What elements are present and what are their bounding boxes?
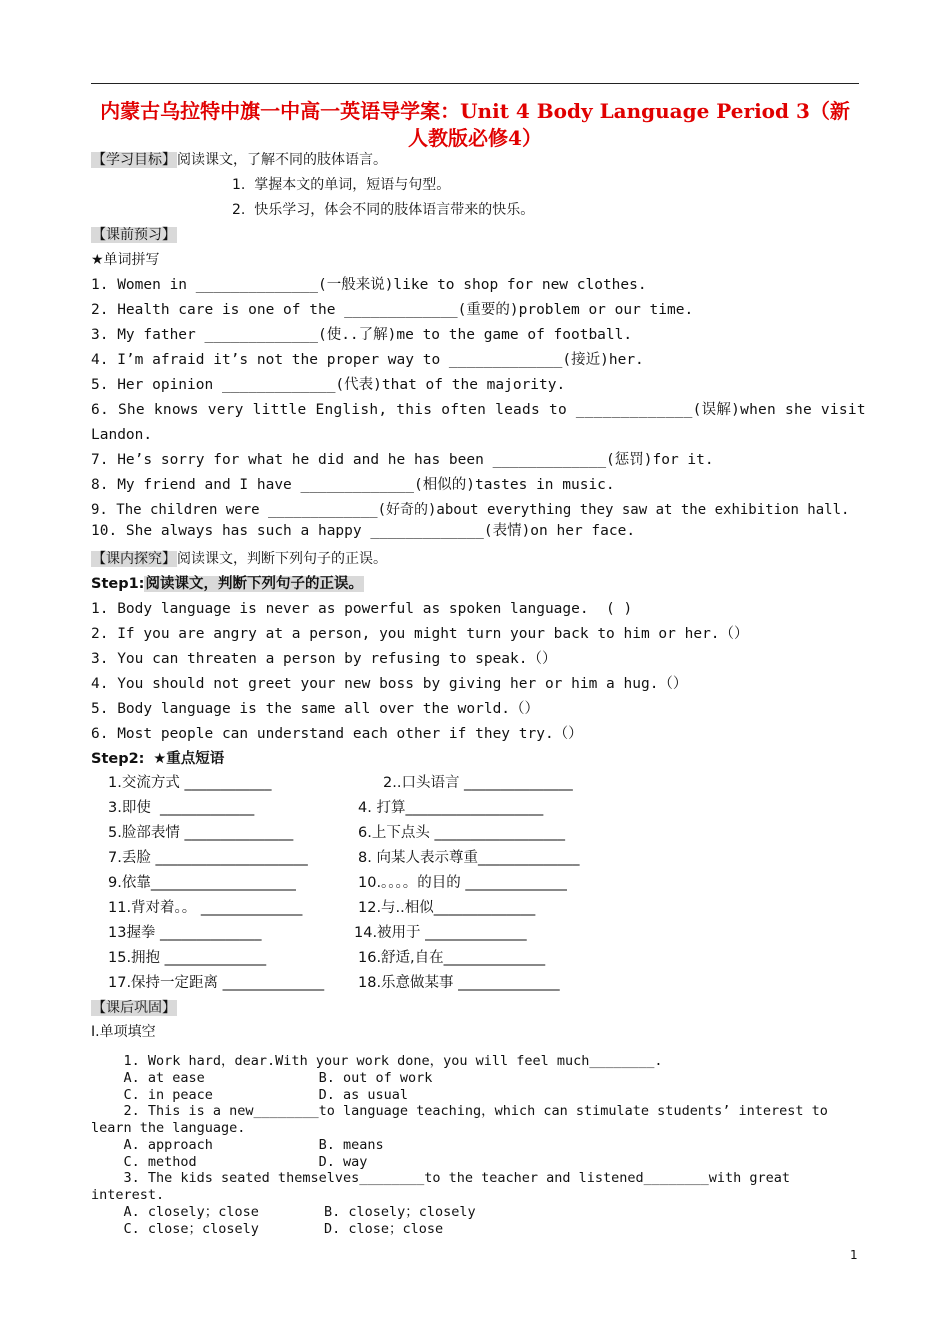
mc-line: A. closely；close B. closely；closely xyxy=(91,1204,476,1220)
preview-header-line xyxy=(91,225,177,245)
spelling-item: 8. My friend and I have _____________(相似的)tastes in music. xyxy=(91,477,615,493)
mc-line: C. in peace D. as usual xyxy=(91,1087,408,1103)
spelling-item: 7. He’s sorry for what he did and he has been _____________(惩罚)for it. xyxy=(91,452,714,468)
goal-item: 2. 快乐学习，体会不同的肢体语言带来的快乐。 xyxy=(232,202,535,218)
spelling-item: 9. The children were _____________(好奇的)about everything they saw at the exhibition hall. xyxy=(91,502,850,518)
title-line-2: 人教版必修4） xyxy=(408,126,542,150)
true-false-statement: 4. You should not greet your new boss by giving her or him a hug.（） xyxy=(91,676,688,692)
phrase-item: 17.保持一定距离 ______________ xyxy=(108,975,325,991)
review-section-title: Ⅰ.单项填空 xyxy=(91,1024,156,1040)
step1-label: Step1: xyxy=(91,576,145,592)
spelling-item: 2. Health care is one of the _____________(重要的)problem or our time. xyxy=(91,302,694,318)
phrase-item: 10.。。。。的目的 ______________ xyxy=(358,875,567,891)
spelling-item: 6. She knows very little English, this often leads to _____________(误解)when she visit xyxy=(91,402,866,418)
page-number: 1 xyxy=(850,1248,858,1262)
mc-line: C. close；closely D. close；close xyxy=(91,1221,444,1237)
step2-label: Step2: xyxy=(91,751,145,767)
phrase-item: 15.拥抱 ______________ xyxy=(108,950,267,966)
mc-line: interest. xyxy=(91,1187,165,1203)
review-header-line xyxy=(91,998,177,1018)
spelling-item: 5. Her opinion _____________(代表)that of the majority. xyxy=(91,377,566,393)
true-false-statement: 3. You can threaten a person by refusing to speak.（） xyxy=(91,651,557,667)
phrase-item: 2..口头语言 _______________ xyxy=(383,775,573,791)
explore-header-line xyxy=(91,549,387,569)
mc-line: 1. Work hard，dear.With your work done，you will feel much________. xyxy=(91,1053,663,1069)
mc-line: learn the language. xyxy=(91,1120,246,1136)
goal-item: 1. 掌握本文的单词，短语与句型。 xyxy=(232,177,451,193)
spelling-item: 10. She always has such a happy _____________(表情)on her face. xyxy=(91,523,636,539)
phrase-item: 8. 向某人表示尊重______________ xyxy=(358,850,580,866)
phrase-item: 9.依靠____________________ xyxy=(108,875,296,891)
phrase-item: 18.乐意做某事 ______________ xyxy=(358,975,560,991)
spelling-item: 3. My father _____________(使..了解)me to the game of football. xyxy=(91,327,633,343)
preview-header: 【课前预习】 xyxy=(92,227,176,243)
goals-intro: 阅读课文，了解不同的肢体语言。 xyxy=(177,152,387,168)
explore-header-text: 阅读课文，判断下列句子的正误。 xyxy=(177,551,387,567)
mc-line: 2. This is a new________to language teaching，which can stimulate students’ interest to xyxy=(91,1103,828,1119)
phrase-item: 16.舒适,自在______________ xyxy=(358,950,546,966)
explore-header: 【课内探究】 xyxy=(92,551,176,567)
document-title xyxy=(91,98,859,152)
step1-line xyxy=(91,574,364,594)
mc-line: 3. The kids seated themselves________to the teacher and listened________with great xyxy=(91,1170,790,1186)
phrase-item: 4. 打算___________________ xyxy=(358,800,544,816)
phrase-item: 1.交流方式 ____________ xyxy=(108,775,272,791)
true-false-statement: 5. Body language is the same all over the world.（） xyxy=(91,701,540,717)
phrase-item: 14.被用于 ______________ xyxy=(354,925,527,941)
step2-line xyxy=(91,749,224,769)
spelling-item: 1. Women in ______________(一般来说)like to shop for new clothes. xyxy=(91,277,647,293)
goals-header: 【学习目标】 xyxy=(92,152,176,168)
header-rule xyxy=(91,83,859,84)
phrase-item: 11.背对着。。 ______________ xyxy=(108,900,303,916)
goals-line xyxy=(91,150,387,170)
phrase-item: 12.与..相似______________ xyxy=(358,900,536,916)
mc-line: A. at ease B. out of work xyxy=(91,1070,433,1086)
phrase-item: 3.即使 _____________ xyxy=(108,800,255,816)
phrase-item: 7.丢脸 _____________________ xyxy=(108,850,308,866)
spelling-item: 4. I’m afraid it’s not the proper way to _____________(接近)her. xyxy=(91,352,644,368)
mc-line: A. approach B. means xyxy=(91,1137,384,1153)
title-line-1: 内蒙古乌拉特中旗一中高一英语导学案：Unit 4 Body Language Period 3（新 xyxy=(100,99,850,123)
step2-text: ★重点短语 xyxy=(153,751,225,767)
step1-text: 阅读课文，判断下列句子的正误。 xyxy=(145,576,363,592)
mc-line: C. method D. way xyxy=(91,1154,368,1170)
true-false-statement: 2. If you are angry at a person, you might turn your back to him or her.（） xyxy=(91,626,749,642)
phrase-item: 13握拳 ______________ xyxy=(108,925,262,941)
preview-subheading: ★单词拼写 xyxy=(91,252,160,268)
phrase-item: 5.脸部表情 _______________ xyxy=(108,825,294,841)
phrase-item: 6.上下点头 __________________ xyxy=(358,825,565,841)
true-false-statement: 6. Most people can understand each other if they try.（） xyxy=(91,726,583,742)
review-header: 【课后巩固】 xyxy=(92,1000,176,1016)
true-false-statement: 1. Body language is never as powerful as spoken language. ( ) xyxy=(91,601,633,617)
spelling-item-continued: Landon. xyxy=(91,427,153,443)
